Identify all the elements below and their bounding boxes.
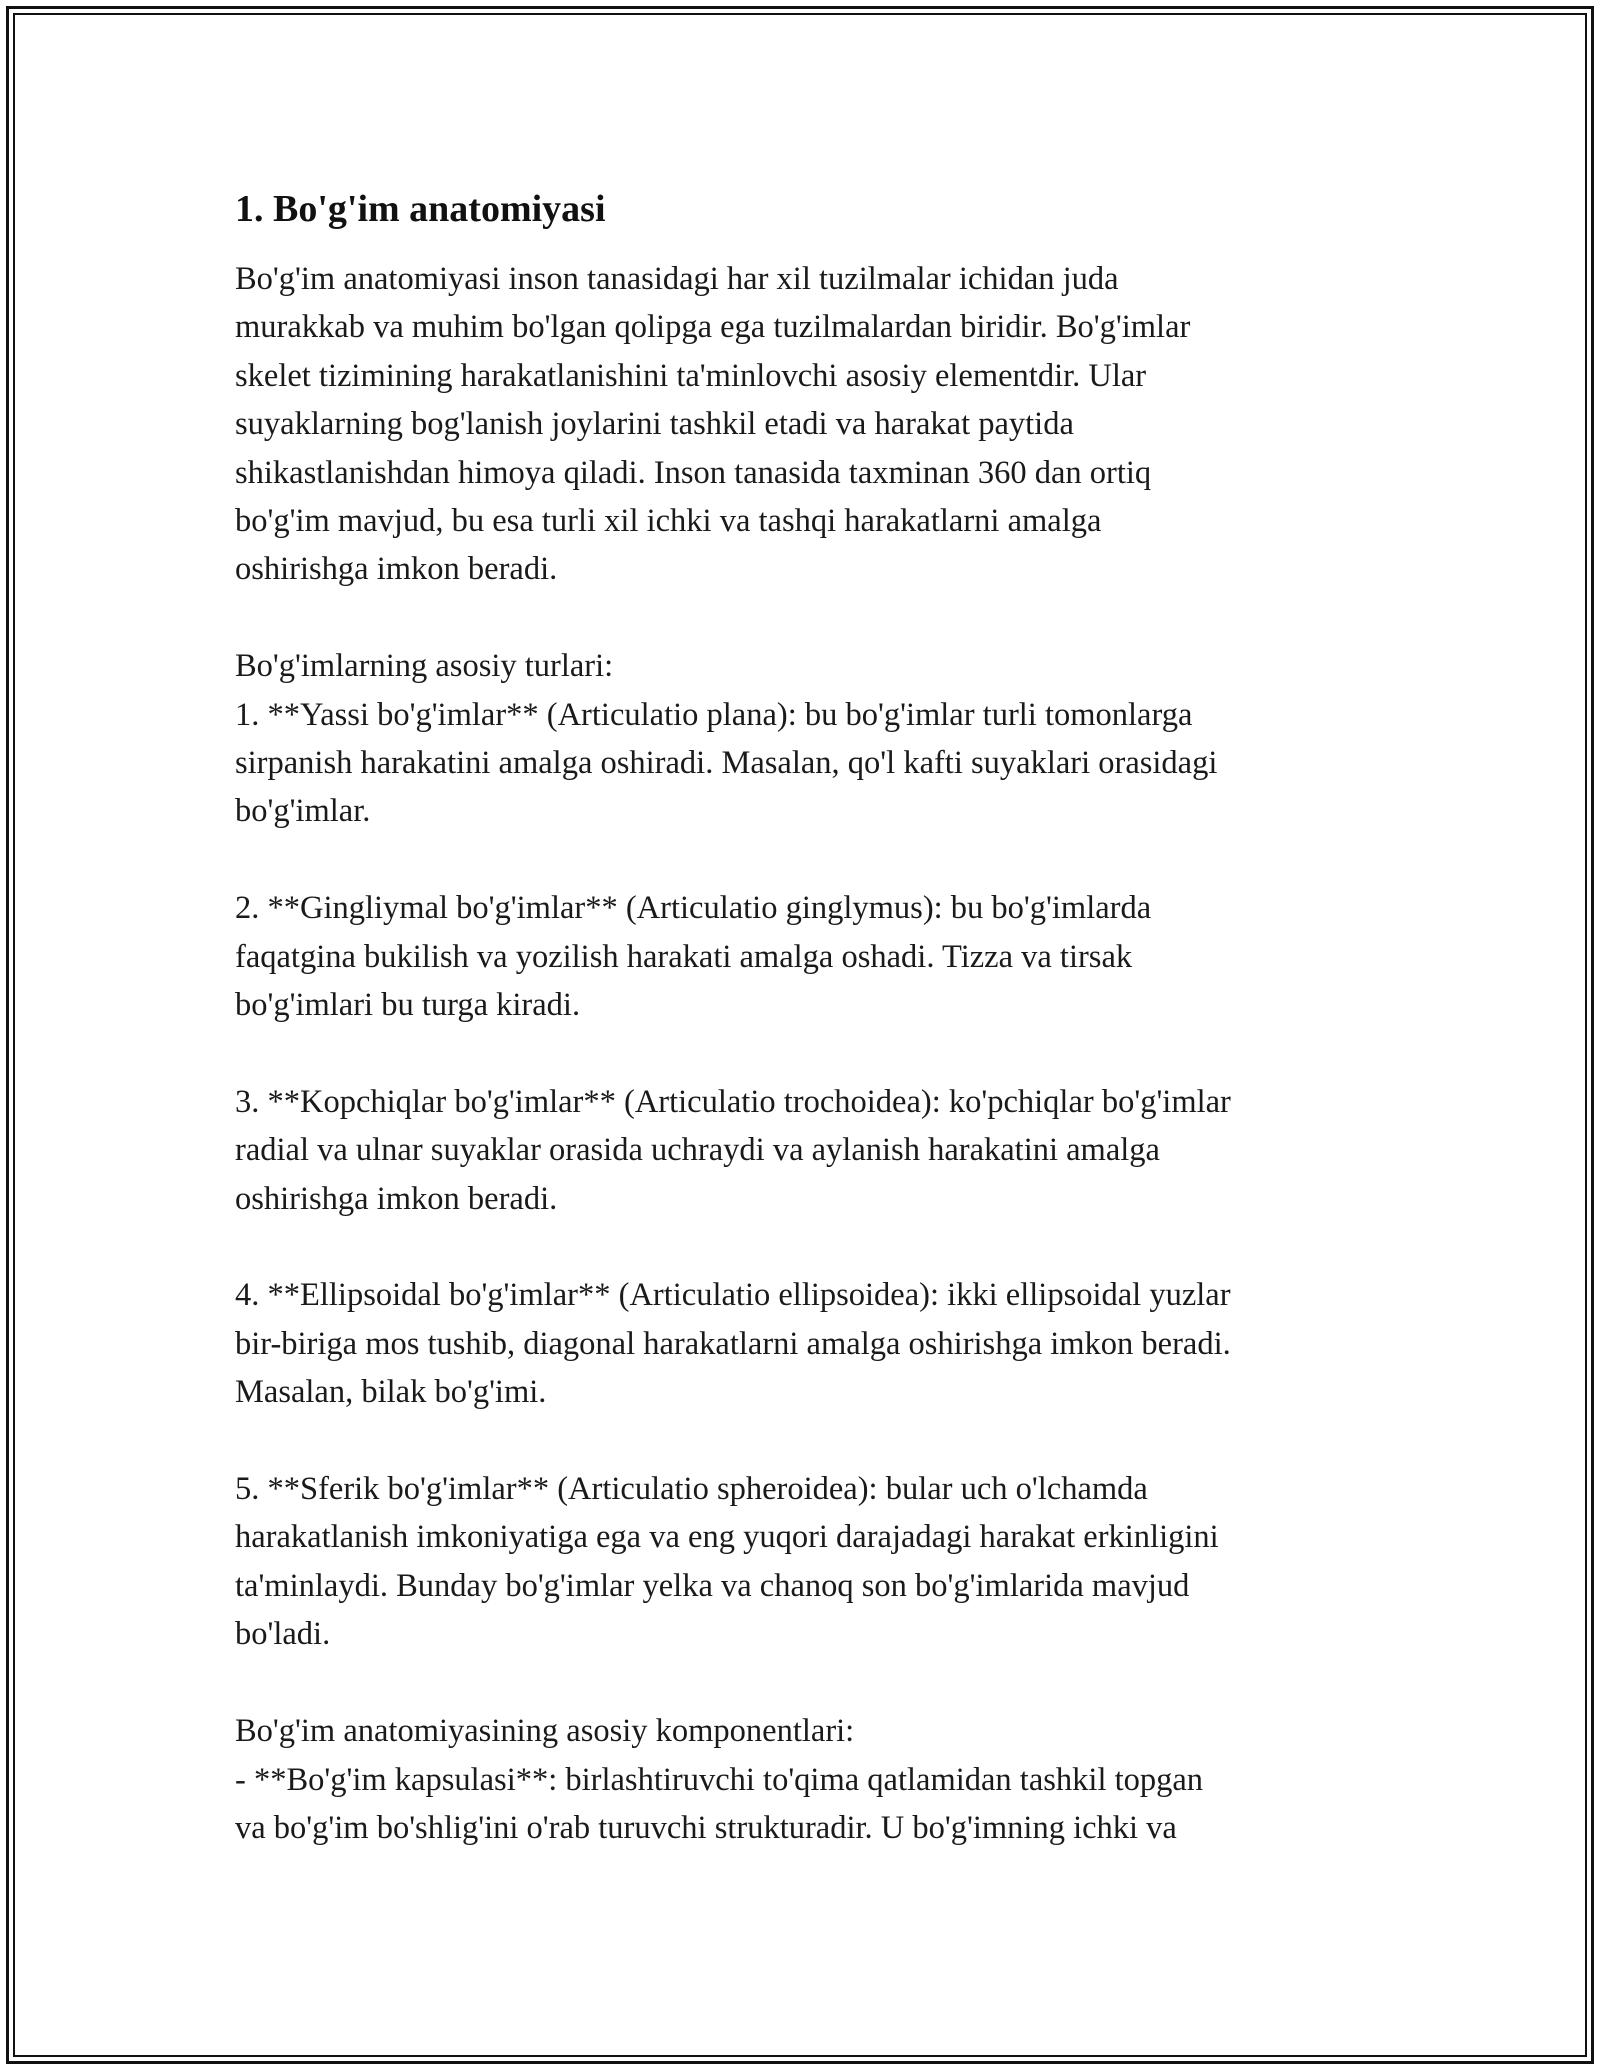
text-line: oshirishga imkon beradi. [235, 1180, 558, 1217]
text-line: 1. **Yassi bo'g'imlar** (Articulatio plana): bu bo'g'imlar turli tomonlarga [235, 696, 1193, 733]
paragraph-gap [235, 836, 1385, 884]
text-line: shikastlanishdan himoya qiladi. Inson tanasida taxminan 360 dan ortiq [235, 454, 1152, 491]
text-line: bo'g'imlar. [235, 793, 371, 830]
paragraph-gap [235, 1029, 1385, 1077]
joint-type-3-paragraph [235, 1078, 1385, 1223]
text-line: suyaklarning bog'lanish joylarini tashkil etadi va harakat paytida [235, 406, 1074, 443]
text-line: skelet tizimining harakatlanishini ta'minlovchi asosiy elementdir. Ular [235, 357, 1147, 394]
document-content [235, 185, 1385, 1852]
joint-type-5-paragraph [235, 1465, 1385, 1659]
text-line: 3. **Kopchiqlar bo'g'imlar** (Articulatio trochoidea): ko'pchiqlar bo'g'imlar [235, 1083, 1231, 1120]
text-line: bo'g'im mavjud, bu esa turli xil ichki va tashqi harakatlarni amalga [235, 503, 1102, 540]
paragraph-gap [235, 1659, 1385, 1707]
section-heading: 1. Bo'g'im anatomiyasi [235, 188, 606, 230]
text-line: sirpanish harakatini amalga oshiradi. Masalan, qo'l kafti suyaklari orasidagi [235, 745, 1218, 782]
text-line: radial va ulnar suyaklar orasida uchraydi va aylanish harakatini amalga [235, 1132, 1160, 1169]
text-line: harakatlanish imkoniyatiga ega va eng yuqori darajadagi harakat erkinligini [235, 1519, 1219, 1556]
text-line: Bo'g'im anatomiyasi inson tanasidagi har xil tuzilmalar ichidan juda [235, 261, 1119, 297]
components-paragraph [235, 1707, 1385, 1852]
text-line: - **Bo'g'im kapsulasi**: birlashtiruvchi to'qima qatlamidan tashkil topgan [235, 1761, 1204, 1798]
components-intro-line: Bo'g'im anatomiyasining asosiy komponentlari: [235, 1713, 855, 1750]
joint-type-2-paragraph [235, 884, 1385, 1029]
text-line: faqatgina bukilish va yozilish harakati amalga oshadi. Tizza va tirsak [235, 938, 1133, 975]
text-line: bo'ladi. [235, 1616, 331, 1653]
text-line: bo'g'imlari bu turga kiradi. [235, 987, 581, 1024]
paragraph-gap [235, 594, 1385, 642]
text-line: 5. **Sferik bo'g'imlar** (Articulatio spheroidea): bular uch o'lchamda [235, 1471, 1148, 1508]
text-line: bir-biriga mos tushib, diagonal harakatlarni amalga oshirishga imkon beradi. [235, 1325, 1231, 1362]
text-line: murakkab va muhim bo'lgan qolipga ega tuzilmalardan biridir. Bo'g'imlar [235, 309, 1191, 346]
text-line: 4. **Ellipsoidal bo'g'imlar** (Articulatio ellipsoidea): ikki ellipsoidal yuzlar [235, 1277, 1231, 1314]
types-intro-line: Bo'g'imlarning asosiy turlari: [235, 648, 614, 685]
text-line: 2. **Gingliymal bo'g'imlar** (Articulatio ginglymus): bu bo'g'imlarda [235, 890, 1152, 927]
joint-type-4-paragraph [235, 1271, 1385, 1416]
joint-types-paragraph [235, 642, 1385, 836]
paragraph-gap [235, 1223, 1385, 1271]
text-line: oshirishga imkon beradi. [235, 551, 558, 588]
intro-paragraph [235, 255, 1385, 594]
text-line: va bo'g'im bo'shlig'ini o'rab turuvchi strukturadir. U bo'g'imning ichki va [235, 1809, 1177, 1846]
text-line: Masalan, bilak bo'g'imi. [235, 1374, 547, 1411]
text-line: ta'minlaydi. Bunday bo'g'imlar yelka va chanoq son bo'g'imlarida mavjud [235, 1567, 1190, 1604]
paragraph-gap [235, 1417, 1385, 1465]
